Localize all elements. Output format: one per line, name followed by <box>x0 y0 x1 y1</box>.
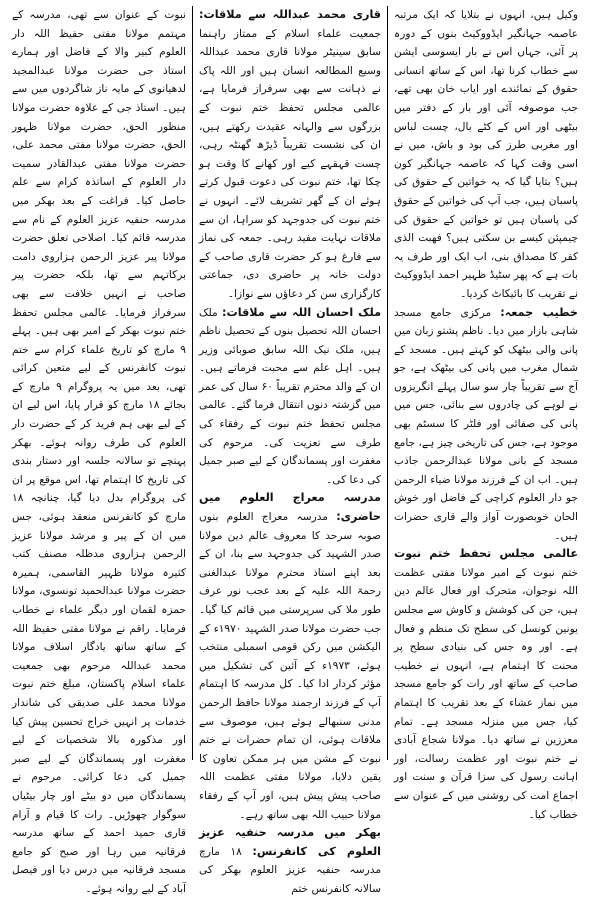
section-heading: عالمی مجلس تحفظ ختم نبوت <box>394 547 578 561</box>
section-heading: بھکر میں مدرسہ حنفیہ عزیز العلوم کی کانفرنس: <box>199 826 381 858</box>
column-middle <box>192 6 388 895</box>
paragraph-with-heading <box>199 489 381 824</box>
paragraph: نبوت کے عنوان سے تھی، مدرسہ کے مہتمم مولانا مفتی حفیظ اللہ دار العلوم کبیر والا کے فاضل اور ہمارے استاذ جی حضرت مولانا عبدالمجید لدھیانوی کے مایہ ناز شاگردوں میں سے ہیں۔ استاذ جی کے علاوہ حضرت مولانا منظور الحق، حضرت مولانا ظہور الحق، حضرت مولانا مفتی محمد علی، حضرت مولانا مفتی عبدالقادر سمیت دار العلوم کے اساتذہ کرام سے علم حاصل کیا۔ فراغت کے بعد بھکر میں مدرسہ حنفیہ عزیز العلوم کے نام سے مدرسہ قائم کیا۔ اصلاحی تعلق حضرت مولانا پیر عزیز الرحمن ہزاروی دامت برکاتہم سے تھا، بلکہ حضرت پیر صاحب نے انہیں خلافت سے بھی سرفراز فرمایا۔ عالمی مجلس تحفظ ختم نبوت بھکر کے امیر بھی ہیں۔ پہلے ۹ مارچ کو تاریخ علماء کرام سے ختم نبوت کانفرنس کے لیے متعین کرائی تھی، بعد میں یہ پروگرام ۹ مارچ کے بجائے ۱۸ مارچ کو قرار پایا، اس لیے ان کے لیے بھی ہم فرید کر کے حضرت دار العلوم کی طرف روانہ ہوئے۔ بھکر پہنچے تو سالانہ جلسہ اور دستار بندی کی تاریخ کا اہتمام تھا، اس موقع پر ان کی پروگرام بدل دیا گیا، چنانچہ ۱۸ مارچ کو کانفرنس منعقد ہوئی، جس میں ان کے پیر و مرشد مولانا عزیز الرحمن ہزاروی مدظلہ مصنف کتب کثیرہ مولانا ظہیر القاسمی، ہمیرہ حضرت مولانا عبدالحمید تونسوی، مولانا حمزہ لقمان اور دیگر علماء نے خطاب فرمایا۔ راقم نے مولانا مفتی حفیظ اللہ کے ساتھ ساتھ یادگار اسلاف مولانا محمد عبداللہ مرحوم بھی جمعیت علماء اسلام پاکستان، مبلغ ختم نبوت مولانا محمد علی صدیقی کی شاندار خدمات پر انہیں خراج تحسین پیش کیا اور مذکورہ بالا شخصیات کے لیے مغفرت اور پسماندگان کے لیے صبر جمیل کی دعا کرائی۔ مرحوم نے پسماندگان میں دو بیٹے اور چار بیٹیاں سوگوار چھوڑیں۔ رات کا قیام و آرام قاری حمید احمد کے ساتھ مدرسہ فرقانیہ میں رہا اور صبح کو جامع مسجد فرقانیہ میں درس دیا اور فیصل آباد کے لیے روانہ ہوئے۔ <box>12 9 186 895</box>
paragraph-text: ۱۸ مارچ مدرسہ حنفیہ عزیز العلوم بھکر کی سالانہ کانفرنس ختم <box>199 845 381 895</box>
paragraph-text: ملک احسان اللہ تحصیل بنوں کے تحصیل ناظم ہیں، ملک نیک اللہ سابق صوبائی وزیر ہیں۔ اہل علم سے محبت فرماتے ہیں۔ ان کے والد محترم تقریباً ۶۰ سال کی عمر میں گزشتہ دنوں انتقال فرما گئے۔ عالمی مجلس تحفظ ختم نبوت کے رفقاء کی طرف سے تعزیت کی۔ مرحوم کی مغفرت اور پسماندگان کے لیے صبر جمیل کی دعا کی۔ <box>199 306 381 486</box>
paragraph-with-heading <box>394 545 578 824</box>
section-heading: ملک احسان اللہ سے ملاقات: <box>222 305 381 319</box>
section-heading: قاری محمد عبداللہ سے ملاقات: <box>199 8 381 21</box>
column-left <box>6 6 192 895</box>
paragraph-with-heading <box>394 304 578 546</box>
paragraph-with-heading <box>199 304 381 490</box>
paragraph-text: ختم نبوت کے امیر مولانا مفتی عظمت اللہ نوجوان، متحرک اور فعال عالم دین ہیں، جن کی کوشش و کاوش سے مجلس یونین کونسل کی سطح تک منظم و فعال ہے۔ اور وہ جس کی بنیادی سطح پر محنت کا اہتمام ہے، انہوں نے خطیب صاحب کے ساتھ اور رات کو جامع مسجد میں نماز عشاء کے بعد تقریب کا اہتمام کیا، جس میں منزلہ مسجد ہے۔ تمام معززین نے ساتھ دیا۔ مولانا شجاع آبادی نے ختم نبوت اور عظمت رسالت، اور اہانت رسول کی سزا قرآن و سنت اور اجماع امت کی روشنی میں کے عنوان سے خطاب کیا۔ <box>394 566 578 821</box>
paragraph-with-heading <box>199 824 381 898</box>
paragraph: وکیل ہیں، انہوں نے بتلایا کہ ایک مرتبہ عاصمہ جہانگیر ایڈووکیٹ بنوں کے دورہ پر آئی، جہاں اس نے بار ایسوسی ایشن سے خطاب کرنا تھا، اس کے ساتھ انسانی حقوق کے نمائندے اور ایاب خان بھی تھے، جب موصوفہ آئی اور بار کے دفتر میں بیٹھی اور اس کے کٹے بال، چست لباس اور مغربی طرز کی بود و باش، میں نے اسی وقت کہا کہ عاصمہ جہانگیر کون ہیں؟ بتایا گیا کہ یہ خواتین کے حقوق کی پاسبان ہیں، جب آپ کی خواتین کے حقوق کی پاسبان ہیں تو خواتین کے حقوق کی چیمپئن کیسے بن سکتی ہیں؟ فھبت الذی کفر کا مصداق بنی، اب ایک اور طرف یہ بات ہے کہ پھر سٹیڈ ظہیر احمد ایڈووکیٹ نے تقریب کا بائیکاٹ کردیا۔ <box>394 9 578 300</box>
paragraph-with-heading <box>199 6 381 304</box>
section-heading: مدرسہ معراج العلوم میں حاضری: <box>199 491 381 524</box>
column-right <box>388 6 584 821</box>
paragraph-text: مدرسہ معراج العلوم بنوں صوبہ سرحد کا معروف عالم دین مولانا صدر الشہید کی جدوجہد سے بنا، ان کے بعد اپنے استاذ محترم مولانا عبدالغنی رحمۃ اللہ علیہ کے بعد عجب نور عرف طور ملا کی سرپرستی میں قائم کیا گیا۔ جب حضرت مولانا صدر الشہید ۱۹۷۰ء کے الیکشن میں رکن قومی اسمبلی منتخب ہوئے، ۱۹۷۳ء کے آئین کی تشکیل میں مؤثر کردار ادا کیا۔ کل مدرسہ کا اہتمام آپ کے فرزند ارجمند مولانا حافظ الرحمن مدنی سنبھالے ہوئے ہیں، موصوف سے ملاقات ہوئی، ان تمام حضرات نے ختم نبوت کے مشن میں ہر ممکن تعاون کا یقین دلایا، مولانا مفتی عظمت اللہ صاحب پیش پیش ہیں، اور آپ کے رفقاء مولانا حبیب اللہ بھی ساتھ رہے۔ <box>199 511 381 821</box>
paragraph-text: مرکزی جامع مسجد شاہی بازار میں دیا۔ ناظم پشتو زبان میں پانی والی بیٹھک کو کہتے ہیں۔ مسجد کے شمال مغرب میں پانی کی بیٹھک ہے، جو آج سے تقریباً چار سو سال پہلے انگریزوں نے لوہے کی چادروں سے بنائی، جس میں پانی کی صفائی اور فلٹر کا سسٹم بھی موجود ہے، جس کی تاریخی چیز ہے، جامع مسجد کے بانی مولانا عبدالرحمن جاذب ہیں۔ اب ان کے فرزند مولانا ضیاء الرحمن جو دار العلوم کراچی کے فاضل اور خوش الحان خوبصورت آواز والے قاری حضرات ہیں۔ <box>394 306 578 542</box>
section-heading: خطیب جمعہ: <box>500 305 578 319</box>
paragraph-text: جمعیت علماء اسلام کے ممتاز راہنما سابق سینیٹر مولانا قاری محمد عبداللہ وسیع المطالعہ انسان ہیں اور اللہ پاک نے ذہانت سے بھی سرفراز فرمایا ہے، عالمی مجلس تحفظ ختم نبوت کے بزرگوں سے والہانہ عقیدت رکھتے ہیں، ان کی نشست تقریباً ڈیڑھ گھنٹہ رہی، چست قہقہے کیے اور کھانے کا وقت ہو چکا تھا، ختم نبوت کی دعوت قبول کرتے ہوئے ان کے گھر تشریف لائے۔ انہوں نے ختم نبوت کی جدوجہد کو سراہا، ان سے ملاقات نہایت مفید رہی۔ جمعہ کی نماز سے فارغ ہو کر حضرت قاری صاحب کے دولت خانہ پر حاضری دی، جماعتی کارگزاری سن کر دعاؤں سے نوازا۔ <box>199 27 381 300</box>
